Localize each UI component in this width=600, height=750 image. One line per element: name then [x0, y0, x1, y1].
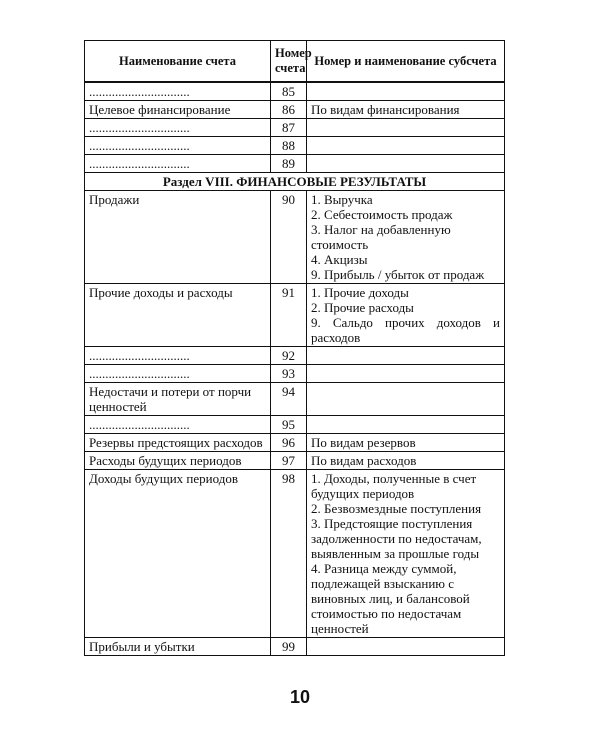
table-row-99 — [85, 638, 505, 656]
account-name-placeholder: ............................... — [85, 155, 271, 173]
table-row-87 — [85, 119, 505, 137]
table-row-98 — [85, 470, 505, 638]
subaccount-cell — [307, 638, 505, 656]
account-name: Прочие доходы и расходы — [85, 284, 271, 347]
subaccount-cell — [307, 155, 505, 173]
account-number: 92 — [271, 347, 307, 365]
subaccount-cell — [307, 383, 505, 416]
account-name: Продажи — [85, 191, 271, 284]
account-name-placeholder: ............................... — [85, 347, 271, 365]
subaccount-cell — [307, 365, 505, 383]
account-number: 89 — [271, 155, 307, 173]
table-header-row — [85, 41, 505, 83]
subaccount-cell — [307, 470, 505, 638]
account-number: 95 — [271, 416, 307, 434]
table-row-91 — [85, 284, 505, 347]
subaccount-line: 2. Прочие расходы — [311, 300, 414, 315]
account-name: Резервы предстоящих расходов — [85, 434, 271, 452]
account-name-placeholder: ............................... — [85, 119, 271, 137]
account-name: Целевое финансирование — [85, 101, 271, 119]
table-row-88 — [85, 137, 505, 155]
page-number: 10 — [289, 687, 311, 707]
account-number: 87 — [271, 119, 307, 137]
section-row — [85, 173, 505, 191]
subaccount-cell — [307, 119, 505, 137]
account-name-placeholder: ............................... — [85, 137, 271, 155]
account-name: Доходы будущих периодов — [85, 470, 271, 638]
account-number: 99 — [271, 638, 307, 656]
subaccount-line: 1. Доходы, полученные в счет будущих периодов — [311, 471, 477, 501]
account-number: 86 — [271, 101, 307, 119]
section-title: Раздел VIII. ФИНАНСОВЫЕ РЕЗУЛЬТАТЫ — [85, 173, 505, 191]
account-number: 96 — [271, 434, 307, 452]
account-name: Недостачи и потери от порчи ценностей — [85, 383, 271, 416]
table-row-85 — [85, 82, 505, 101]
subaccount-line: 3. Предстоящие поступления задолженности по недостачам, выявленным за прошлые годы — [311, 516, 482, 561]
account-name-placeholder: ............................... — [85, 416, 271, 434]
table-row-95 — [85, 416, 505, 434]
header-subaccount: Номер и наименование субсчета — [307, 41, 505, 83]
account-number: 98 — [271, 470, 307, 638]
subaccount-line: 2. Безвозмездные поступления — [311, 501, 482, 516]
account-name-placeholder: ............................... — [85, 365, 271, 383]
table-row-97 — [85, 452, 505, 470]
subaccount-line: 9. Сальдо прочих доходов и расходов — [311, 315, 500, 345]
account-name-placeholder: ............................... — [85, 82, 271, 101]
subaccount-cell: По видам финансирования — [307, 101, 505, 119]
chart-of-accounts-table — [84, 40, 505, 656]
subaccount-line: 4. Акцизы — [311, 252, 368, 267]
account-number: 90 — [271, 191, 307, 284]
subaccount-line: 3. Налог на добавленную стоимость — [311, 222, 451, 252]
account-number: 94 — [271, 383, 307, 416]
account-name: Прибыли и убытки — [85, 638, 271, 656]
account-name: Расходы будущих периодов — [85, 452, 271, 470]
subaccount-cell: По видам резервов — [307, 434, 505, 452]
account-number: 85 — [271, 82, 307, 101]
table-row-90 — [85, 191, 505, 284]
subaccount-line: 1. Прочие доходы — [311, 285, 409, 300]
subaccount-cell — [307, 191, 505, 284]
account-number: 93 — [271, 365, 307, 383]
account-number: 97 — [271, 452, 307, 470]
subaccount-cell — [307, 347, 505, 365]
subaccount-cell — [307, 137, 505, 155]
account-number: 88 — [271, 137, 307, 155]
subaccount-cell — [307, 284, 505, 347]
account-number: 91 — [271, 284, 307, 347]
table-row-94 — [85, 383, 505, 416]
subaccount-cell: По видам расходов — [307, 452, 505, 470]
subaccount-line: 9. Прибыль / убыток от продаж — [311, 267, 485, 282]
table-row-89 — [85, 155, 505, 173]
header-account-name: Наименование счета — [85, 41, 271, 83]
table-row-92 — [85, 347, 505, 365]
header-account-number: Номер счета — [271, 41, 307, 83]
subaccount-line: 2. Себестоимость продаж — [311, 207, 453, 222]
table-row-93 — [85, 365, 505, 383]
subaccount-line: 1. Выручка — [311, 192, 373, 207]
table-row-86 — [85, 101, 505, 119]
table-row-96 — [85, 434, 505, 452]
subaccount-cell — [307, 82, 505, 101]
subaccount-cell — [307, 416, 505, 434]
subaccount-line: 4. Разница между суммой, подлежащей взысканию с виновных лиц, и балансовой стоимостью по недостачам ценностей — [311, 561, 470, 636]
